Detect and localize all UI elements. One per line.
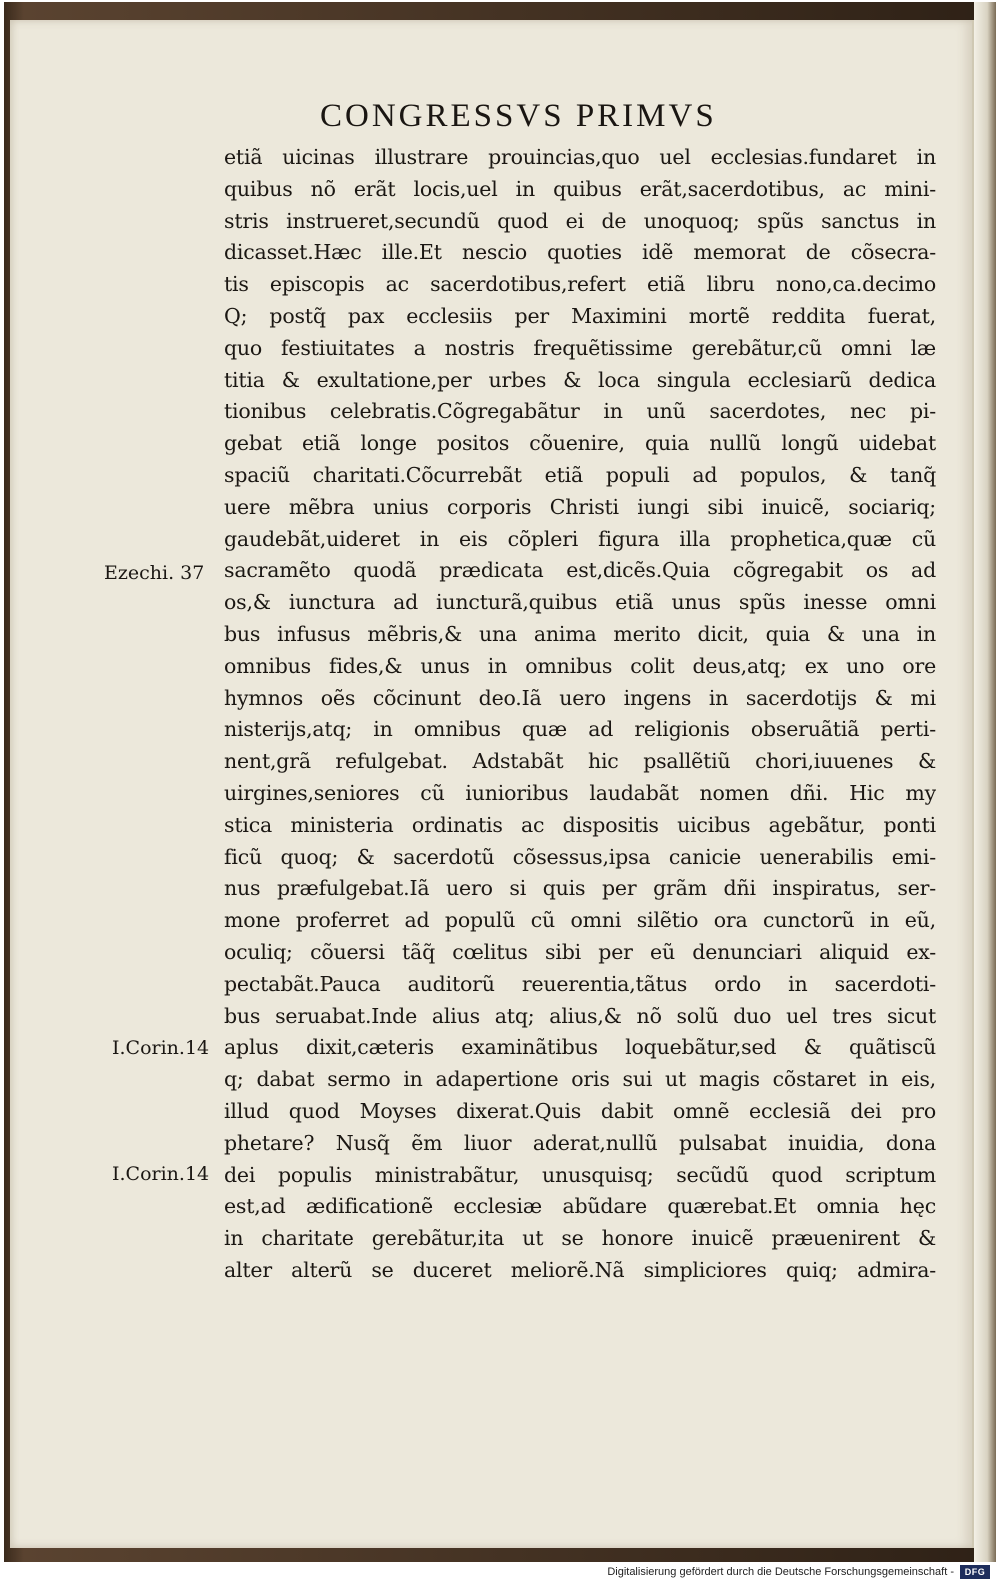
text-line: alter alterũ se duceret meliorẽ.Nã simpliciores quiq; admira- [224,1257,936,1282]
margin-note: I.Corin.14 [112,1163,210,1185]
text-line: gebat etiã longe positos cõuenire, quia nullũ longũ uidebat [224,431,936,456]
text-line: dei populis ministrabãtur, unusquisq; secũdũ quod scriptum [224,1162,936,1187]
text-line: phetare? Nusq̃ ẽm liuor aderat,nullũ pulsabat inuidia, dona [224,1130,936,1155]
text-line: dicasset.Hæc ille.Et nescio quoties idẽ memorat de cõsecra- [224,240,936,265]
text-line: est,ad ædificationẽ ecclesiæ abũdare quærebat.Et omnia hęc [224,1194,936,1219]
text-line: in charitate gerebãtur,ita ut se honore inuicẽ præuenirent & [224,1226,936,1251]
text-line: bus infusus mẽbris,& una anima merito dicit, quia & una in [224,621,936,646]
text-line: stica ministeria ordinatis ac dispositis uicibus agebãtur, ponti [224,812,936,837]
text-line: os,& iunctura ad iuncturã,quibus etiã unus spũs inesse omni [224,590,936,615]
text-line: spaciũ charitati.Cõcurrebãt etiã populi ad populos, & tanq̃ [224,462,936,487]
dfg-logo-icon: DFG [960,1565,990,1579]
text-line: Q; postq̃ pax ecclesiis per Maximini mortẽ reddita fuerat, [224,303,936,328]
text-line: omnibus fides,& unus in omnibus colit deus,atq; ex uno ore [224,653,936,678]
text-line: pectabãt.Pauca auditorũ reuerentia,tãtus ordo in sacerdoti- [224,971,936,996]
page-edge [974,2,996,1562]
text-line: titia & exultatione,per urbes & loca singula ecclesiarũ dedica [224,367,936,392]
footer-credit: Digitalisierung gefördert durch die Deutsche Forschungsgemeinschaft - [607,1566,954,1578]
text-line: quibus nõ erãt locis,uel in quibus erãt,sacerdotibus, ac mini- [224,176,936,201]
text-line: aplus dixit,cæteris examinãtibus loquebãtur,sed & quãtiscũ [224,1035,936,1060]
text-line: hymnos oẽs cõcinunt deo.Iã uero ingens in sacerdotijs & mi [224,685,936,710]
text-line: nent,grã refulgebat. Adstabãt hic psallẽtiũ chori,iuuenes & [224,749,936,774]
text-line: q; dabat sermo in adapertione oris sui ut magis cõstaret in eis, [224,1067,936,1092]
margin-note: I.Corin.14 [112,1037,210,1059]
text-line: quo festiuitates a nostris frequẽtissime gerebãtur,cũ omni læ [224,335,936,360]
text-line: uirgines,seniores cũ iunioribus laudabãt nomen dñi. Hic my [224,780,936,805]
text-block [224,142,936,1287]
text-line: stris instrueret,secundũ quod ei de unoquoq; spũs sanctus in [224,208,936,233]
text-line: bus seruabat.Inde alius atq; alius,& nõ solũ duo uel tres sicut [224,1003,936,1028]
running-head: CONGRESSVS PRIMVS [320,98,717,134]
text-line: uere mẽbra unius corporis Christi iungi sibi inuicẽ, sociariq; [224,494,936,519]
text-line: nus præfulgebat.Iã uero si quis per grãm dñi inspiratus, ser- [224,876,936,901]
text-line: etiã uicinas illustrare prouincias,quo uel ecclesias.fundaret in [224,145,936,169]
margin-note: Ezechi. 37 [104,562,205,584]
text-line: mone proferret ad populũ cũ omni silẽtio ora cunctorũ in eũ, [224,908,936,933]
text-line: oculiq; cõuersi tãq̃ cœlitus sibi per eũ denunciari aliquid ex- [224,939,936,964]
text-line: gaudebãt,uideret in eis cõpleri figura illa prophetica,quæ cũ [224,526,936,551]
text-line: tionibus celebratis.Cõgregabãtur in unũ sacerdotes, nec pi- [224,399,936,424]
text-line: illud quod Moyses dixerat.Quis dabit omnẽ ecclesiã dei pro [224,1098,936,1123]
text-line: nisterijs,atq; in omnibus quæ ad religionis obseruãtiã perti- [224,717,936,742]
text-line: tis episcopis ac sacerdotibus,refert etiã libru nono,ca.decimo [224,272,936,297]
text-line: ficũ quoq; & sacerdotũ cõsessus,ipsa canicie uenerabilis emi- [224,844,936,869]
text-line: sacramẽto quodã prædicata est,dicẽs.Quia cõgregabit os ad [224,558,936,583]
